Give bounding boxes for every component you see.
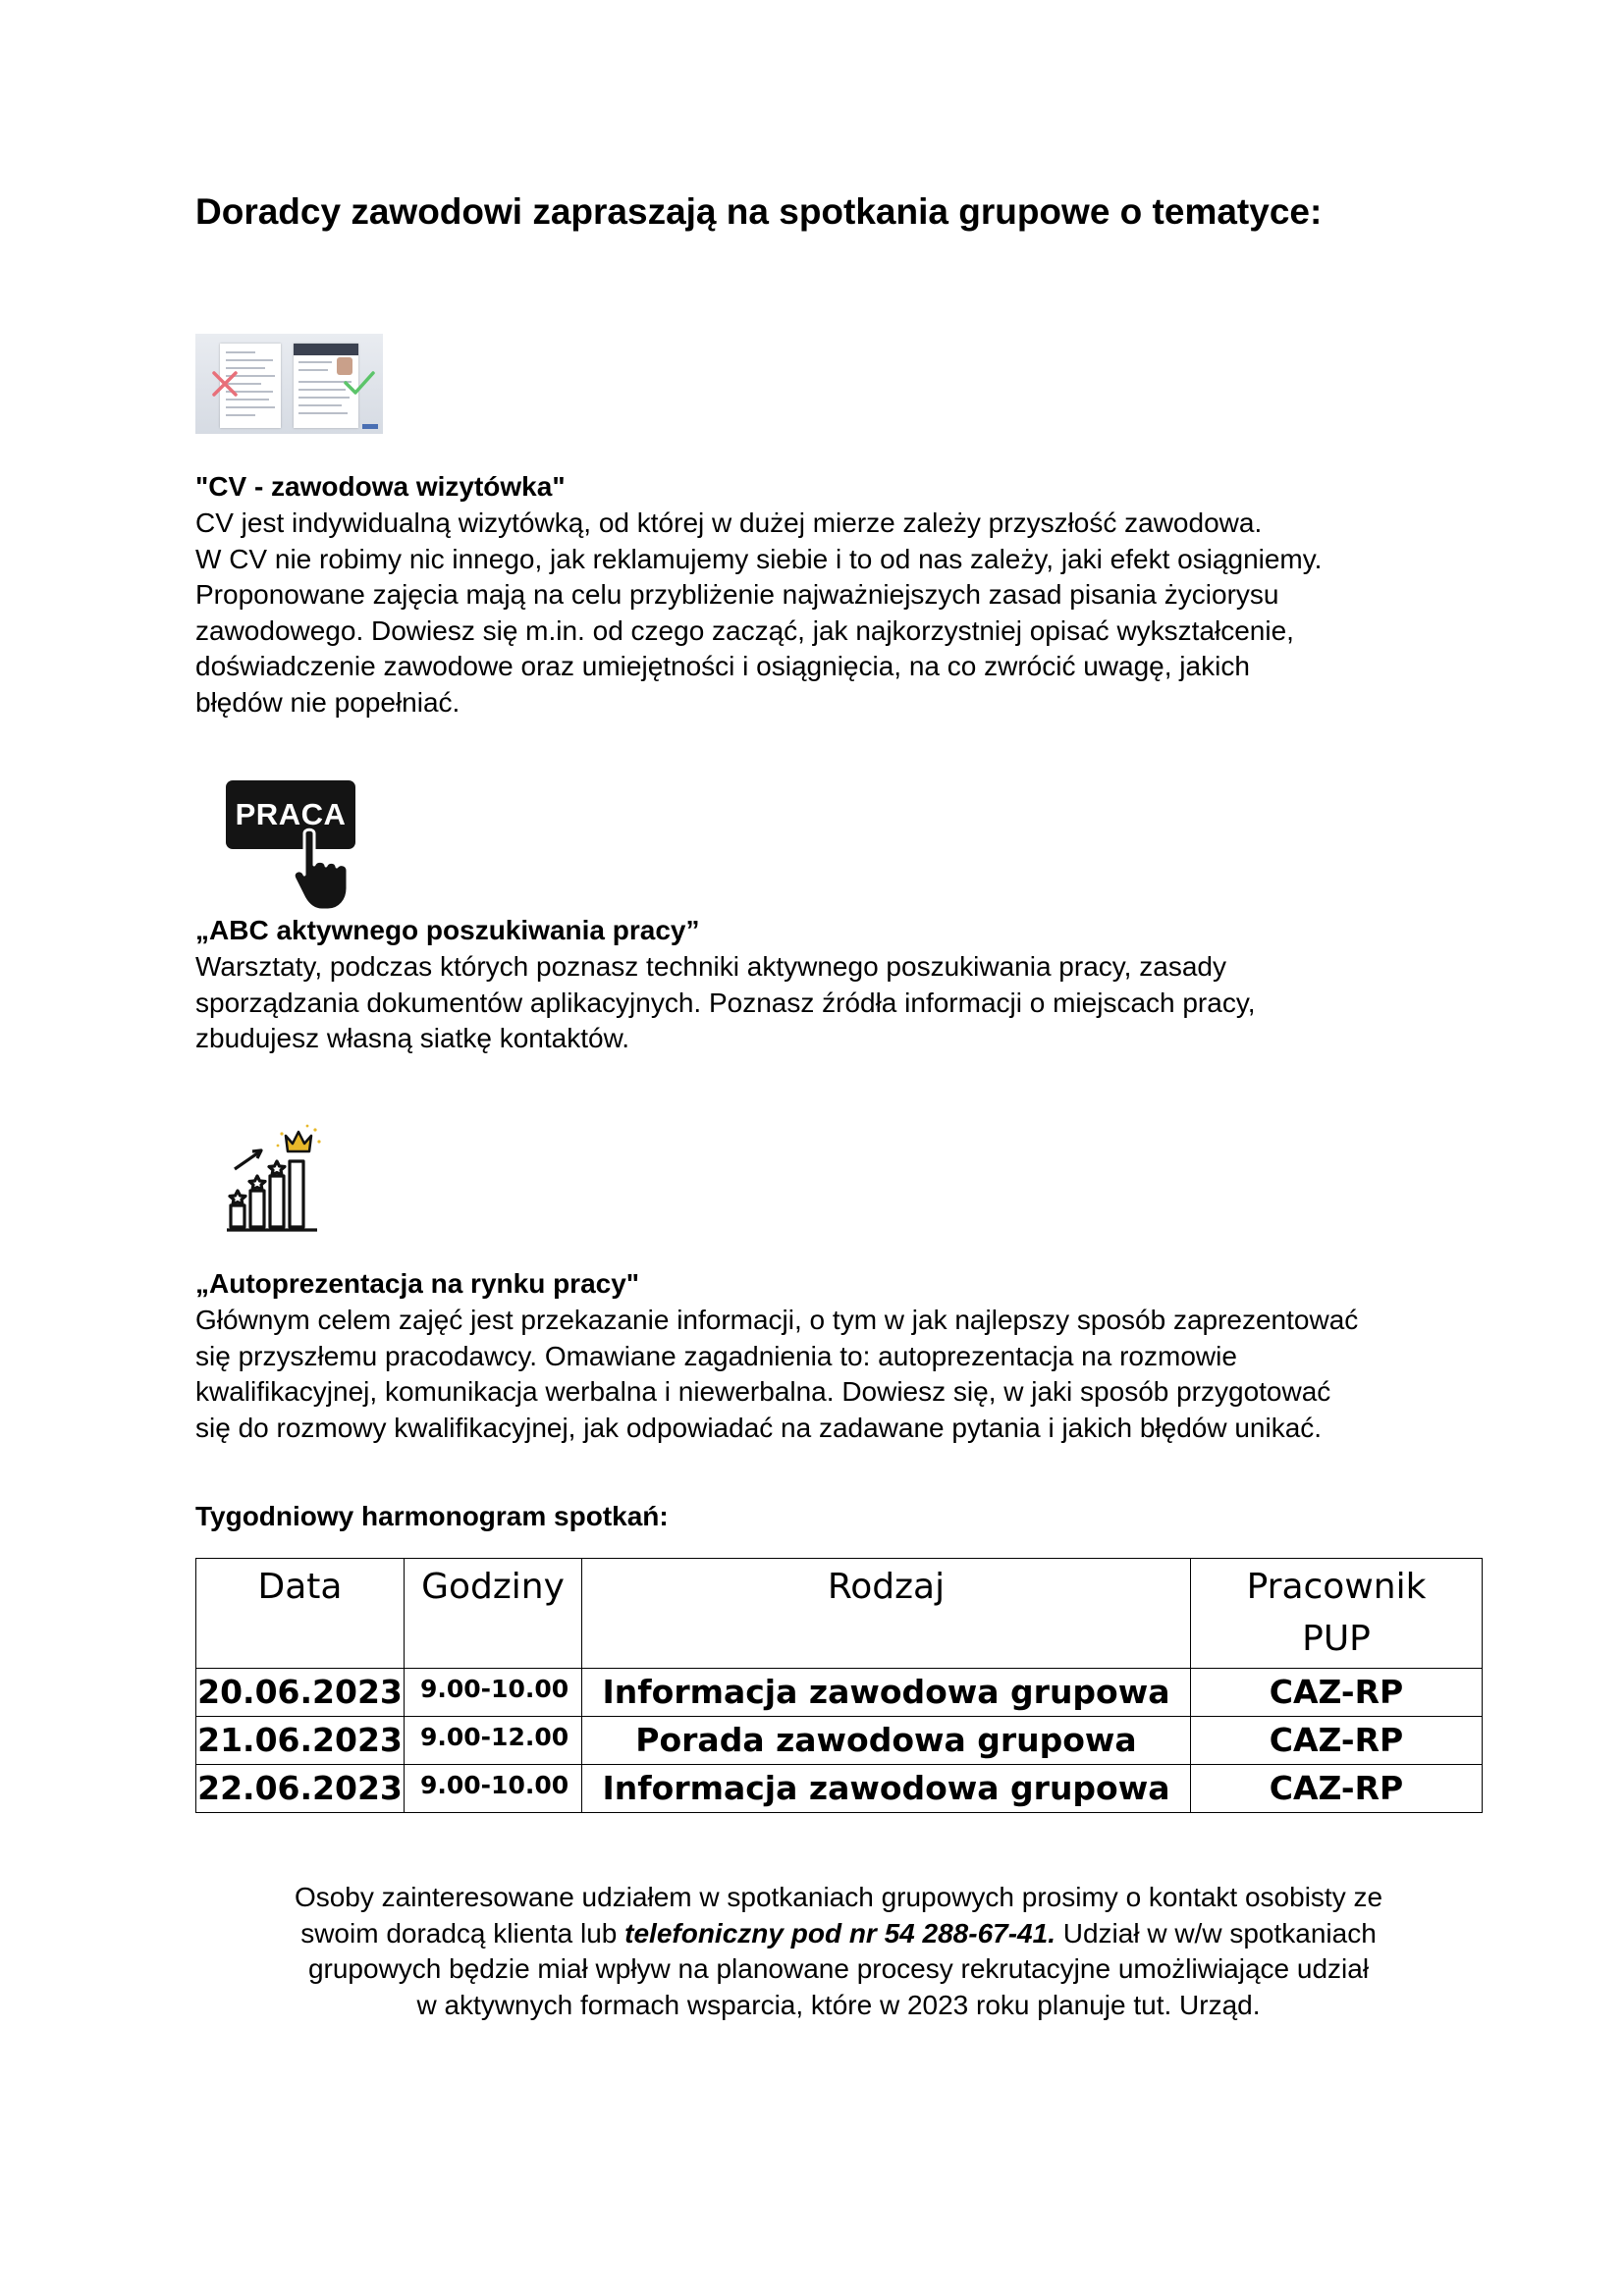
header-rodzaj: Rodzaj [582, 1559, 1191, 1669]
cross-icon [210, 369, 240, 399]
section-body-autoprezentacja [195, 1303, 1358, 1446]
growth-bars-icon [221, 1122, 344, 1235]
footer-text: Udział w w/w spotkaniach [1055, 1917, 1377, 1949]
cell-date: 22.06.2023 [196, 1765, 405, 1813]
section-line: Proponowane zajęcia mają na celu przybliżenie najważniejszych zasad pisania życiorysu [195, 579, 1279, 610]
table-header-row [196, 1559, 1483, 1669]
footer-text: swoim doradcą klienta lub [300, 1917, 625, 1949]
section-body-cv [195, 506, 1322, 721]
cell-date: 21.06.2023 [196, 1717, 405, 1765]
cell-type: Porada zawodowa grupowa [582, 1717, 1191, 1765]
table-row [196, 1765, 1483, 1813]
section-line: zbudujesz własną siatkę kontaktów. [195, 1023, 630, 1053]
footer-line: grupowych będzie miał wpływ na planowane procesy rekrutacyjne umożliwiające udział [307, 1953, 1370, 1984]
section-line: się do rozmowy kwalifikacyjnej, jak odpowiadać na zadawane pytania i jakich błędów unikać. [195, 1412, 1323, 1443]
section-line: zawodowego. Dowiesz się m.in. od czego zacząć, jak najkorzystniej opisać wykształcenie, [195, 614, 1294, 646]
section-title-autoprezentacja: „Autoprezentacja na rynku pracy" [195, 1268, 640, 1299]
cell-hours: 9.00-10.00 [405, 1765, 582, 1813]
cell-date: 20.06.2023 [196, 1669, 405, 1717]
schedule-title: Tygodniowy harmonogram spotkań: [195, 1501, 669, 1531]
section-line: doświadczenie zawodowe oraz umiejętności i osiągnięcia, na co zwrócić uwagę, jakich [195, 651, 1250, 681]
cell-hours: 9.00-10.00 [405, 1669, 582, 1717]
section-title-cv: "CV - zawodowa wizytówka" [195, 471, 566, 502]
table-row [196, 1669, 1483, 1717]
header-godziny: Godziny [405, 1559, 582, 1669]
table-row [196, 1717, 1483, 1765]
section-line: Warsztaty, podczas których poznasz techniki aktywnego poszukiwania pracy, zasady [195, 951, 1226, 982]
section-line: sporządzania dokumentów aplikacyjnych. Poznasz źródła informacji o miejscach pracy, [195, 987, 1256, 1018]
praca-badge-label: PRACA [226, 780, 355, 849]
section-line: Głównym celem zajęć jest przekazanie informacji, o tym w jak najlepszy sposób zaprezentować [195, 1305, 1359, 1335]
section-line: CV jest indywidualną wizytówką, od której w dużej mierze zależy przyszłość zawodowa. [195, 507, 1263, 538]
header-pracownik-line1: Pracownik [1246, 1567, 1427, 1607]
section-body-abc [195, 949, 1256, 1057]
footer-line: Osoby zainteresowane udziałem w spotkaniach grupowych prosimy o kontakt osobisty ze [294, 1882, 1383, 1912]
footer-note [195, 1880, 1482, 2023]
page-heading: Doradcy zawodowi zapraszają na spotkania grupowe o tematyce: [195, 191, 1323, 232]
footer-line: w aktywnych formach wsparcia, które w 2023 roku planuje tut. Urząd. [416, 1989, 1261, 2020]
footer-line [195, 1916, 1482, 1952]
cell-type: Informacja zawodowa grupowa [582, 1669, 1191, 1717]
section-line: kwalifikacyjnej, komunikacja werbalna i niewerbalna. Dowiesz się, w jaki sposób przygotować [195, 1376, 1331, 1407]
header-pracownik [1191, 1559, 1483, 1669]
header-pracownik-line2: PUP [1302, 1619, 1371, 1659]
praca-badge-image [226, 780, 358, 913]
cell-staff: CAZ-RP [1191, 1717, 1483, 1765]
cell-hours: 9.00-12.00 [405, 1717, 582, 1765]
section-line: błędów nie popełniać. [195, 686, 460, 718]
pointing-hand-icon [293, 828, 357, 914]
cv-comparison-image [195, 334, 383, 434]
header-data: Data [196, 1559, 405, 1669]
section-line: W CV nie robimy nic innego, jak reklamujemy siebie i to od nas zależy, jaki efekt osiągniemy. [195, 543, 1323, 574]
cell-staff: CAZ-RP [1191, 1669, 1483, 1717]
cell-staff: CAZ-RP [1191, 1765, 1483, 1813]
check-icon [343, 369, 376, 397]
section-line: się przyszłemu pracodawcy. Omawiane zagadnienia to: autoprezentacja na rozmowie [195, 1340, 1237, 1371]
cell-type: Informacja zawodowa grupowa [582, 1765, 1191, 1813]
phone-number: telefoniczny pod nr 54 288-67-41. [624, 1917, 1056, 1949]
section-title-abc: „ABC aktywnego poszukiwania pracy” [195, 915, 700, 945]
schedule-table [195, 1558, 1483, 1813]
